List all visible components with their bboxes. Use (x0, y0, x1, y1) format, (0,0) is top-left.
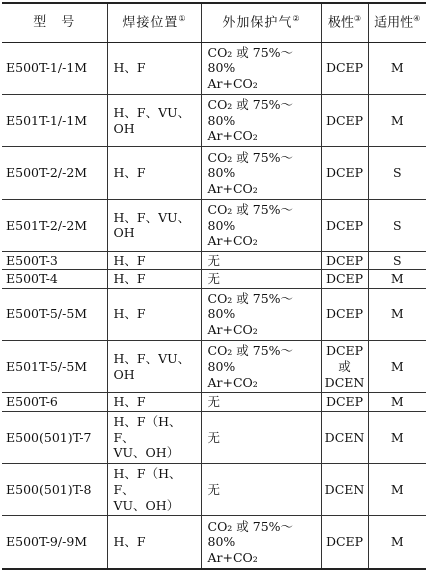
gas-cell-line: 无 (207, 481, 221, 497)
polarity-cell (321, 411, 368, 463)
gas-cell (201, 252, 321, 270)
polarity-cell (321, 464, 368, 516)
model-cell: E500T-5/-5M (2, 288, 107, 340)
gas-cell (201, 464, 321, 516)
usability-cell: M (368, 270, 426, 288)
polarity-cell (321, 199, 368, 251)
usability-cell: M (368, 42, 426, 94)
gas-cell-line: 无 (207, 429, 221, 445)
polarity-cell-line: DCEP (325, 217, 364, 233)
position-cell (107, 516, 201, 568)
header-gas-label: 外加保护气 (222, 15, 293, 31)
table-body (2, 42, 426, 568)
polarity-cell-line: DCEN (324, 429, 365, 445)
gas-cell-line: CO₂ 或 75%～80% (207, 290, 294, 322)
header-position (107, 4, 201, 42)
position-cell (107, 42, 201, 94)
polarity-cell-line: DCEP (325, 252, 364, 268)
position-cell-line: H、F (113, 165, 146, 181)
gas-cell-line: CO₂ 或 75%～80% (207, 44, 294, 76)
polarity-cell (321, 252, 368, 270)
usability-cell: M (368, 341, 426, 393)
position-cell (107, 199, 201, 251)
welding-spec-table-frame (2, 2, 426, 570)
polarity-cell (321, 341, 368, 393)
table-row (2, 42, 426, 94)
polarity-cell (321, 94, 368, 146)
gas-cell (201, 393, 321, 411)
gas-cell-line: Ar+CO₂ (207, 550, 258, 566)
position-cell-line: H、F（H、F、 (113, 413, 182, 445)
position-cell-line: H、F (113, 306, 146, 322)
model-cell: E501T-5/-5M (2, 341, 107, 393)
gas-cell-line: 无 (207, 271, 221, 287)
model-cell: E500T-2/-2M (2, 147, 107, 199)
table-row (2, 270, 426, 288)
table-row (2, 252, 426, 270)
model-cell: E500T-4 (2, 270, 107, 288)
position-cell-line: H、F (113, 271, 146, 287)
header-model (2, 4, 107, 42)
position-cell (107, 147, 201, 199)
position-cell (107, 270, 201, 288)
header-usability-label: 适用性 (374, 15, 414, 31)
gas-cell (201, 516, 321, 568)
model-cell: E501T-1/-1M (2, 94, 107, 146)
usability-cell: S (368, 199, 426, 251)
polarity-cell-line: DCEN (324, 481, 365, 497)
usability-cell: M (368, 393, 426, 411)
gas-cell-line: Ar+CO₂ (207, 128, 258, 144)
polarity-cell (321, 516, 368, 568)
header-position-label: 焊接位置 (122, 15, 179, 31)
gas-cell-line: CO₂ 或 75%～80% (207, 518, 294, 550)
gas-cell (201, 42, 321, 94)
gas-cell-line: CO₂ 或 75%～80% (207, 343, 294, 374)
polarity-cell-line: DCEP (325, 534, 364, 550)
polarity-cell-line: DCEP (325, 271, 364, 287)
position-cell-line: H、F、VU、OH (113, 105, 191, 136)
polarity-cell-line: DCEN (324, 374, 365, 390)
polarity-cell-line: DCEP (325, 306, 364, 322)
header-gas (201, 4, 321, 42)
table-row (2, 516, 426, 568)
gas-cell-line: CO₂ 或 75%～80% (207, 97, 294, 128)
polarity-cell (321, 42, 368, 94)
gas-cell (201, 341, 321, 393)
header-usability (368, 4, 426, 42)
position-cell (107, 341, 201, 393)
usability-cell: M (368, 516, 426, 568)
gas-cell-line: 无 (207, 252, 221, 268)
position-cell (107, 94, 201, 146)
gas-cell-line: Ar+CO₂ (207, 233, 258, 249)
usability-cell: S (368, 147, 426, 199)
polarity-cell-line: DCEP (325, 112, 364, 128)
gas-cell (201, 94, 321, 146)
welding-spec-table (2, 4, 426, 568)
header-row (2, 4, 426, 42)
table-row (2, 147, 426, 199)
gas-cell-line: 无 (207, 394, 221, 410)
position-cell-line: H、F (113, 394, 146, 410)
gas-cell-line: Ar+CO₂ (207, 322, 258, 338)
model-cell: E500T-3 (2, 252, 107, 270)
gas-cell (201, 270, 321, 288)
gas-cell-line: Ar+CO₂ (207, 374, 258, 390)
header-gas-footnote: ② (292, 13, 300, 23)
usability-cell: M (368, 464, 426, 516)
position-cell-line: H、F (113, 534, 146, 550)
table-row (2, 341, 426, 393)
position-cell (107, 464, 201, 516)
polarity-cell (321, 393, 368, 411)
table-row (2, 411, 426, 463)
position-cell-line: H、F (113, 60, 146, 76)
header-position-footnote: ① (178, 13, 186, 23)
gas-cell (201, 147, 321, 199)
model-cell: E500(501)T-7 (2, 411, 107, 463)
polarity-cell-line: DCEP (325, 394, 364, 410)
position-cell-line: H、F (113, 252, 146, 268)
gas-cell (201, 199, 321, 251)
gas-cell (201, 411, 321, 463)
header-polarity-footnote: ③ (353, 13, 362, 23)
header-polarity (321, 4, 368, 42)
model-cell: E500T-1/-1M (2, 42, 107, 94)
polarity-cell (321, 147, 368, 199)
usability-cell: M (368, 411, 426, 463)
gas-cell-line: Ar+CO₂ (207, 180, 258, 196)
polarity-cell-line: DCEP 或 (325, 343, 364, 374)
model-cell: E500T-6 (2, 393, 107, 411)
polarity-cell-line: DCEP (325, 60, 364, 76)
gas-cell (201, 288, 321, 340)
position-cell-line: VU、OH） (113, 497, 180, 513)
header-polarity-label: 极性 (327, 15, 354, 31)
header-usability-footnote: ④ (413, 13, 421, 23)
header-model-label: 型 号 (33, 14, 76, 30)
polarity-cell (321, 270, 368, 288)
gas-cell-line: Ar+CO₂ (207, 76, 258, 92)
table-row (2, 199, 426, 251)
table-row (2, 464, 426, 516)
model-cell: E500T-9/-9M (6, 534, 88, 550)
position-cell-line: H、F、VU、OH (113, 351, 191, 382)
polarity-cell-line: DCEP (325, 165, 364, 181)
position-cell-line: VU、OH） (113, 445, 180, 461)
usability-cell: M (368, 288, 426, 340)
position-cell (107, 252, 201, 270)
polarity-cell (321, 288, 368, 340)
position-cell-line: H、F、VU、OH (113, 209, 191, 241)
usability-cell: M (368, 94, 426, 146)
gas-cell-line: CO₂ 或 75%～80% (207, 202, 294, 233)
model-cell: E501T-2/-2M (2, 199, 107, 251)
position-cell (107, 411, 201, 463)
position-cell (107, 393, 201, 411)
model-cell: E500(501)T-8 (2, 464, 107, 516)
position-cell (107, 288, 201, 340)
usability-cell: S (368, 252, 426, 270)
gas-cell-line: CO₂ 或 75%～80% (207, 149, 294, 181)
position-cell-line: H、F（H、F、 (113, 466, 182, 497)
table-row (2, 393, 426, 411)
table-row (2, 288, 426, 340)
table-row (2, 94, 426, 146)
